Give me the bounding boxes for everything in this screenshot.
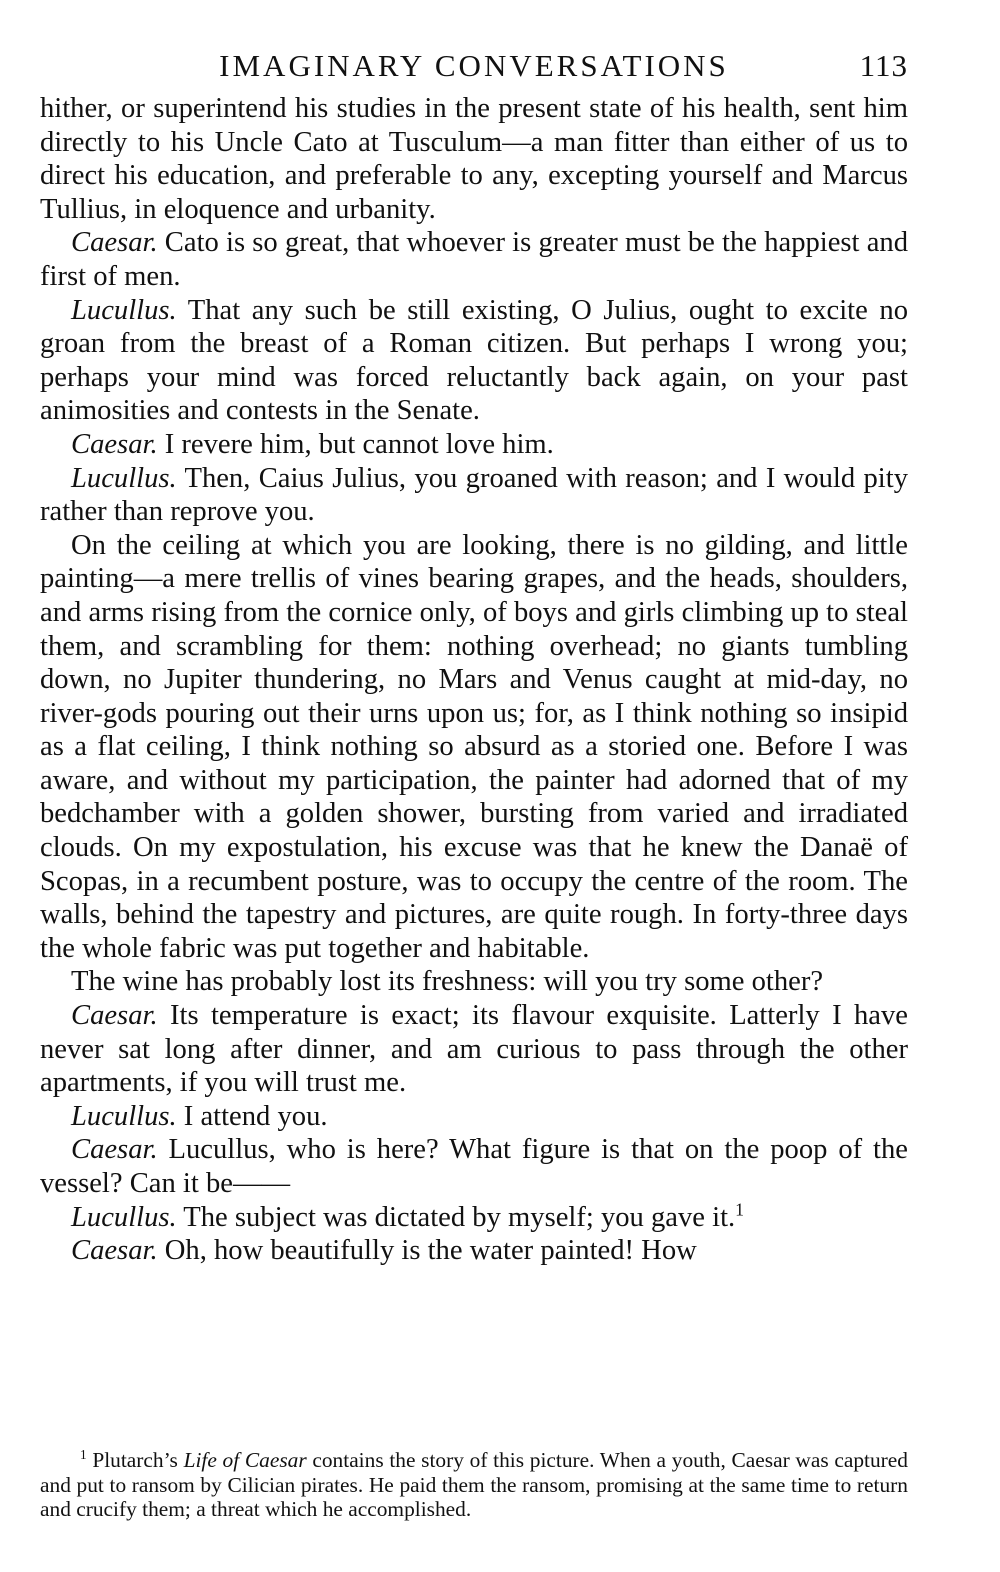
footnote [40,1448,908,1522]
book-page [40,40,908,1555]
footnote-text-after: contains the story of this picture. When a youth, Caesar was captured and put to ransom by Cilician pirates. He paid them the ransom, promising at the same time to return and crucify them; a threat which he accomplished. [40,1448,908,1521]
speaker-label: Lucullus. [71,294,177,326]
speaker-label: Caesar. [71,428,158,460]
footnote-book-title: Life of Caesar [183,1448,307,1472]
paragraph [40,999,908,1100]
paragraph-text: hither, or superintend his studies in the present state of his health, sent him directly to his Uncle Cato at Tusculum—a man fitter than either of us to direct his education, and preferable to any, excepting yourself and Marcus Tullius, in eloquence and urbanity. [40,93,908,225]
paragraph-text: Oh, how beautifully is the water painted! How [157,1235,697,1267]
speaker-label: Lucullus. [71,1201,177,1233]
footnote-marker: 1 [80,1446,87,1462]
paragraph-text: Lucullus, who is here? What figure is that on the poop of the vessel? Can it be—— [40,1134,908,1199]
paragraph-text: I revere him, but cannot love him. [157,428,554,460]
paragraph-text: The subject was dictated by myself; you gave it. [176,1201,736,1233]
paragraph [40,428,908,462]
paragraph [40,92,908,226]
running-title: IMAGINARY CONVERSATIONS [219,48,729,83]
running-head [40,40,908,92]
speaker-label: Lucullus. [71,462,177,494]
paragraph-text: Its temperature is exact; its flavour exquisite. Latterly I have never sat long after dinner, and am curious to pass through the other apartments, if you will trust me. [40,1000,908,1099]
speaker-label: Caesar. [71,1235,158,1267]
speaker-label: Caesar. [71,227,158,259]
footnote-text [40,1448,908,1522]
body-text [40,92,908,1268]
paragraph-text: Then, Caius Julius, you groaned with reason; and I would pity rather than reprove you. [40,462,908,528]
paragraph [40,294,908,428]
paragraph [40,1234,908,1268]
paragraph-text: That any such be still existing, O Julius, ought to excite no groan from the breast of a Roman citizen. But perhaps I wrong you; perhaps your mind was forced reluctantly back again, on your past animosities and contests in the Senate. [40,294,908,427]
paragraph [40,965,908,999]
paragraph [40,462,908,529]
paragraph-text: I attend you. [176,1100,328,1132]
speaker-label: Caesar. [71,1134,158,1166]
paragraph-text: Cato is so great, that whoever is greater must be the happiest and first of men. [40,227,908,292]
paragraph [40,1201,908,1235]
speaker-label: Lucullus. [71,1100,177,1132]
page-number: 113 [859,48,908,83]
footnote-text-before: Plutarch’s [86,1448,184,1472]
paragraph [40,226,908,293]
paragraph [40,529,908,966]
paragraph [40,1100,908,1134]
paragraph-text: The wine has probably lost its freshness: will you try some other? [71,966,824,998]
paragraph [40,1133,908,1200]
speaker-label: Caesar. [71,1000,158,1032]
footnote-reference: 1 [735,1199,745,1220]
paragraph-text: On the ceiling at which you are looking, there is no gilding, and little painting—a mere trellis of vines bearing grapes, and the heads, shoulders, and arms rising from the cornice only, of boys and girls climbing up to steal them, and scrambling for them: nothing overhead; no giants tumbling down, no Jupiter thundering, no Mars and Venus caught at mid-day, no river-gods pouring out their urns upon us; for, as I think nothing so insipid as a flat ceiling, I think nothing so absurd as a storied one. Before I was aware, and without my participation, the painter had adorned that of my bedchamber with a golden shower, bursting from varied and irradiated clouds. On my expostulation, his excuse was that he knew the Danaë of Scopas, in a recumbent posture, was to occupy the centre of the room. The walls, behind the tapestry and pictures, are quite rough. In forty-three days the whole fabric was put together and habitable. [40,529,908,964]
